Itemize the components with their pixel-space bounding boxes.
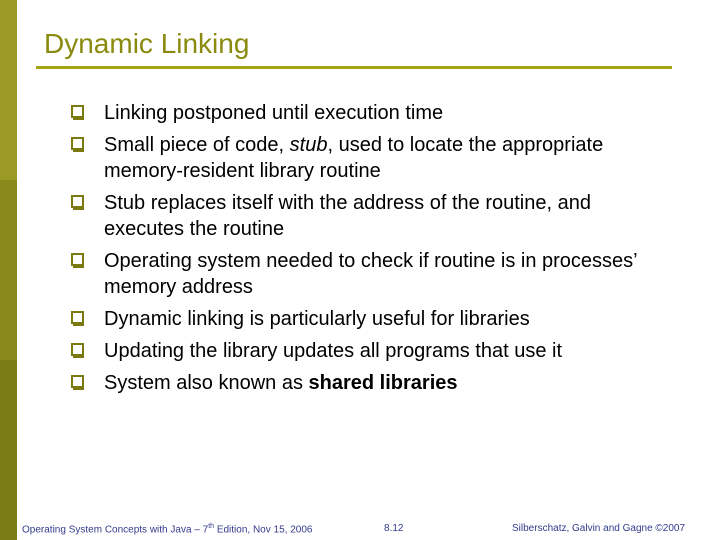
square-bullet-icon xyxy=(71,195,85,211)
bullet-text: Dynamic linking is particularly useful for libraries xyxy=(104,308,530,330)
bullet-text: Operating system needed to check if routine is in processes’ memory address xyxy=(104,250,637,298)
square-bullet-icon xyxy=(71,311,85,327)
square-bullet-icon xyxy=(71,137,85,153)
square-bullet-icon xyxy=(71,343,85,359)
bullet-text-pre: Small piece of code, xyxy=(104,134,290,156)
footer-book-title-text: Operating System Concepts with Java – 7 xyxy=(22,524,209,536)
bullet-text-post: , used to locate the appropriate memory-resident library routine xyxy=(104,134,604,182)
bullet-item xyxy=(68,132,668,184)
bullet-strong: shared libraries xyxy=(308,372,458,394)
title-underline xyxy=(36,66,672,69)
footer-book-title xyxy=(22,523,312,535)
bullet-item xyxy=(68,190,668,242)
bullet-item xyxy=(68,100,668,126)
bullet-emphasis: stub xyxy=(289,134,328,156)
bullet-text: Linking postponed until execution time xyxy=(104,102,444,124)
side-accent-segment xyxy=(0,0,17,180)
side-accent-segment xyxy=(0,180,17,360)
side-accent-segment xyxy=(0,360,17,540)
bullet-text: Stub replaces itself with the address of the routine, and executes the routine xyxy=(104,192,591,240)
square-bullet-icon xyxy=(71,105,85,121)
slide-title: Dynamic Linking xyxy=(44,28,250,59)
side-accent-bar xyxy=(0,0,17,540)
bullet-text-pre: System also known as xyxy=(104,372,309,394)
bullet-item xyxy=(68,306,668,332)
bullet-text: Updating the library updates all programs that use it xyxy=(104,340,563,362)
footer-edition-date: Edition, Nov 15, 2006 xyxy=(214,524,313,536)
square-bullet-icon xyxy=(71,375,85,391)
bullet-item xyxy=(68,338,668,364)
footer-authors: Silberschatz, Galvin and Gagne ©2007 xyxy=(512,523,686,534)
footer-slide-number: 8.12 xyxy=(384,523,404,534)
footer-superscript: th xyxy=(208,523,215,530)
bullet-list xyxy=(68,100,668,402)
bullet-item xyxy=(68,370,668,396)
bullet-item xyxy=(68,248,668,300)
square-bullet-icon xyxy=(71,253,85,269)
